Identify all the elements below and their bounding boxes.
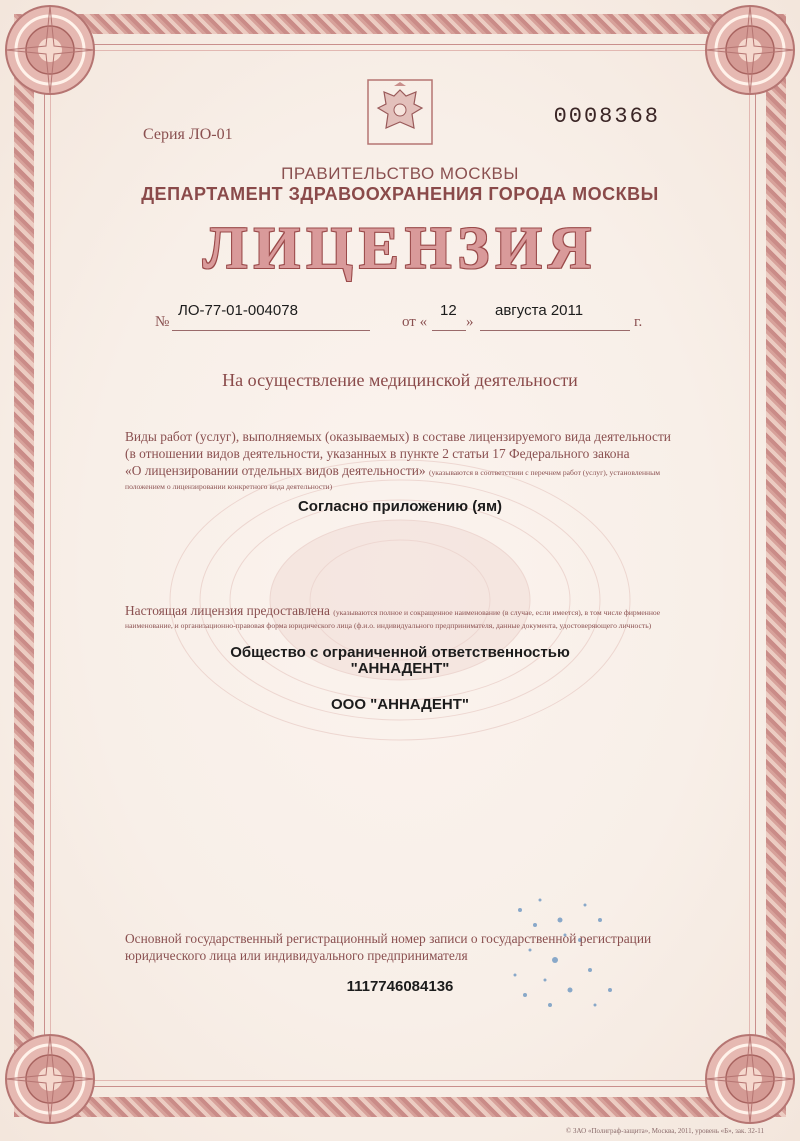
works-line-2: (в отношении видов деятельности, указанных в пункте 2 статьи 17 Федерального закона	[125, 446, 630, 461]
organization-full-name-line-1: Общество с ограниченной ответственностью	[230, 644, 570, 661]
ogrn-line-1: Основной государственный регистрационный номер записи о государственной регистрации	[125, 931, 652, 946]
granted-note-1: (указываются полное и сокращенное наименование (в случае, если имеется), в том числе фирменное	[333, 608, 661, 617]
government-heading: ПРАВИТЕЛЬСТВО МОСКВЫ	[281, 164, 519, 183]
series-label: Серия ЛО-01	[143, 126, 233, 143]
works-line-3	[125, 462, 685, 481]
works-note-2: положением о лицензировании конкретного вида деятельности)	[125, 482, 333, 491]
printer-note: © ЗАО «Полиграф-защита», Москва, 2011, уровень «Б», зак. 32-11	[565, 1127, 764, 1135]
department-heading: ДЕПАРТАМЕНТ ЗДРАВООХРАНЕНИЯ ГОРОДА МОСКВЫ	[141, 184, 659, 204]
corner-rosette-top-left	[0, 0, 100, 100]
coat-of-arms-icon	[366, 78, 434, 146]
corner-rosette-top-right	[700, 0, 800, 100]
ogrn-section	[125, 930, 685, 964]
organization-short-name: ООО "АННАДЕНТ"	[331, 696, 469, 713]
works-note-1: (указываются в соответствии с перечнем работ (услуг), установленным	[428, 468, 661, 477]
granted-note-2: наименование, и организационно-правовая форма юридического лица (ф.и.о. индивидуального предпринимателя, данные документа, удостоверяющего личность)	[125, 621, 652, 630]
number-sign: №	[155, 314, 170, 330]
date-from-label: от «	[402, 314, 428, 330]
license-number-row	[0, 300, 800, 332]
date-close-quote: »	[466, 314, 474, 330]
organization-full-name-line-2: "АННАДЕНТ"	[350, 660, 450, 677]
document-title: ЛИЦЕНЗИЯ	[202, 215, 598, 281]
date-month-year: августа 2011	[495, 302, 584, 319]
granted-label: Настоящая лицензия предоставлена	[125, 603, 330, 618]
ogrn-line-2: юридического лица или индивидуального предпринимателя	[125, 948, 468, 963]
works-line-3-text: «О лицензировании отдельных видов деятельности»	[125, 463, 426, 478]
ogrn-value: 1117746084136	[346, 978, 454, 995]
works-description	[125, 428, 685, 481]
works-line-1: Виды работ (услуг), выполняемых (оказываемых) в составе лицензируемого вида деятельности	[125, 429, 671, 444]
license-number: ЛО-77-01-004078	[178, 302, 298, 319]
year-suffix: г.	[634, 314, 643, 330]
corner-rosette-bottom-left	[0, 1029, 100, 1129]
date-day: 12	[440, 302, 457, 319]
granted-section	[125, 602, 685, 621]
activity-description: На осуществление медицинской деятельности	[222, 370, 578, 390]
works-value: Согласно приложению (ям)	[297, 498, 503, 515]
serial-number: 0008368	[553, 104, 660, 129]
corner-rosette-bottom-right	[700, 1029, 800, 1129]
